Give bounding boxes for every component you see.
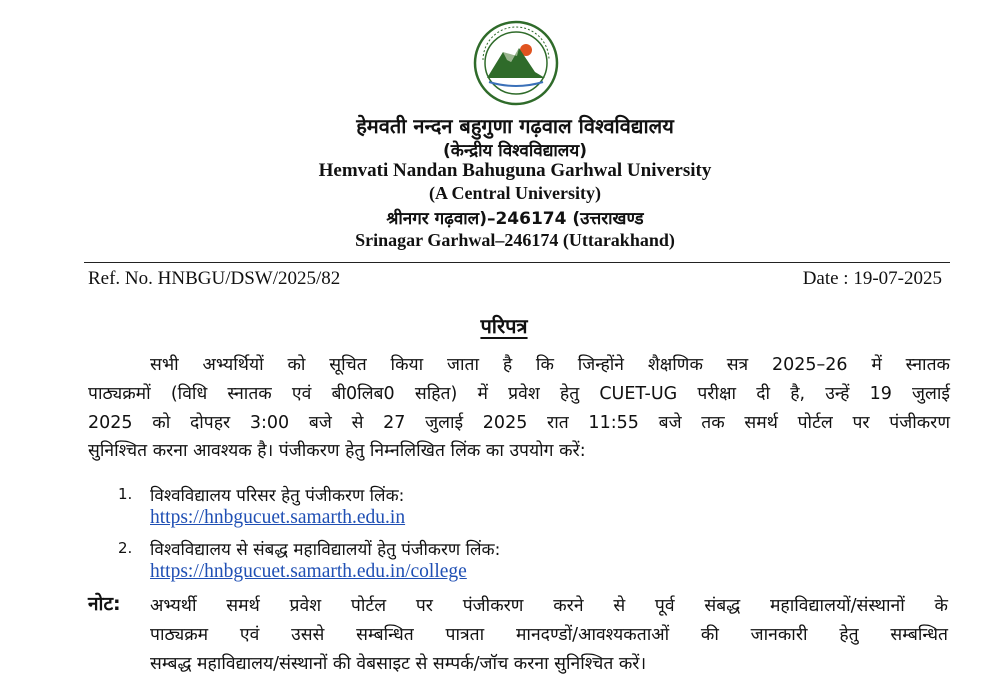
university-status-hindi: (केन्द्रीय विश्वविद्यालय) xyxy=(443,141,587,161)
list-item-campus-label: विश्वविद्यालय परिसर हेतु पंजीकरण लिंक: xyxy=(150,486,405,506)
university-address-hindi: श्रीनगर गढ़वाल)–246174 (उत्तराखण्ड xyxy=(386,209,644,229)
header-divider xyxy=(84,262,950,263)
university-name-hindi: हेमवती नन्दन बहुगुणा गढ़वाल विश्वविद्यालय xyxy=(356,114,674,138)
note-label: नोट: xyxy=(88,593,121,615)
university-name-english: Hemvati Nandan Bahuguna Garhwal University xyxy=(318,160,712,181)
university-seal-icon xyxy=(473,20,559,106)
circular-title-text: परिपत्र xyxy=(480,314,528,338)
body-line-4: सुनिश्चित करना आवश्यक है। पंजीकरण हेतु निम्नलिखित लिंक का उपयोग करें: xyxy=(88,441,586,461)
note-line-1: अभ्यर्थी समर्थ प्रवेश पोर्टल पर पंजीकरण करने से पूर्व संबद्ध महाविद्यालयों/संस्थानों के xyxy=(150,596,948,616)
college-registration-link[interactable]: https://hnbgucuet.samarth.edu.in/college xyxy=(150,561,467,582)
circular-date: Date : 19-07-2025 xyxy=(802,268,942,289)
body-line-1: सभी अभ्यर्थियों को सूचित किया जाता है कि जिन्होंने शैक्षणिक सत्र 2025–26 में स्नातक xyxy=(150,355,950,375)
university-status-english: (A Central University) xyxy=(429,183,601,203)
reference-number: Ref. No. HNBGU/DSW/2025/82 xyxy=(88,268,341,289)
list-number-2: 2. xyxy=(118,539,133,557)
circular-title xyxy=(0,312,1008,339)
university-address-english: Srinagar Garhwal–246174 (Uttarakhand) xyxy=(355,230,675,250)
campus-registration-link[interactable]: https://hnbgucuet.samarth.edu.in xyxy=(150,507,406,528)
list-item-college-label: विश्वविद्यालय से संबद्ध महाविद्यालयों हेतु पंजीकरण लिंक: xyxy=(150,540,501,560)
note-line-3: सम्बद्ध महाविद्यालय/संस्थानों की वेबसाइट से सम्पर्क/जॉच करना सुनिश्चित करें। xyxy=(150,654,647,674)
list-number-1: 1. xyxy=(118,485,133,503)
body-line-3: 2025 को दोपहर 3:00 बजे से 27 जुलाई 2025 रात 11:55 बजे तक समर्थ पोर्टल पर पंजीकरण xyxy=(88,413,950,433)
note-line-2: पाठ्यक्रम एवं उससे सम्बन्धित पात्रता मानदण्डों/आवश्यकताओं की जानकारी हेतु सम्बन्धित xyxy=(150,625,948,645)
body-line-2: पाठ्यक्रमों (विधि स्नातक एवं बी0लिब0 सहित) में प्रवेश हेतु CUET-UG परीक्षा दी है, उन्हें 19 जुलाई xyxy=(88,384,950,404)
